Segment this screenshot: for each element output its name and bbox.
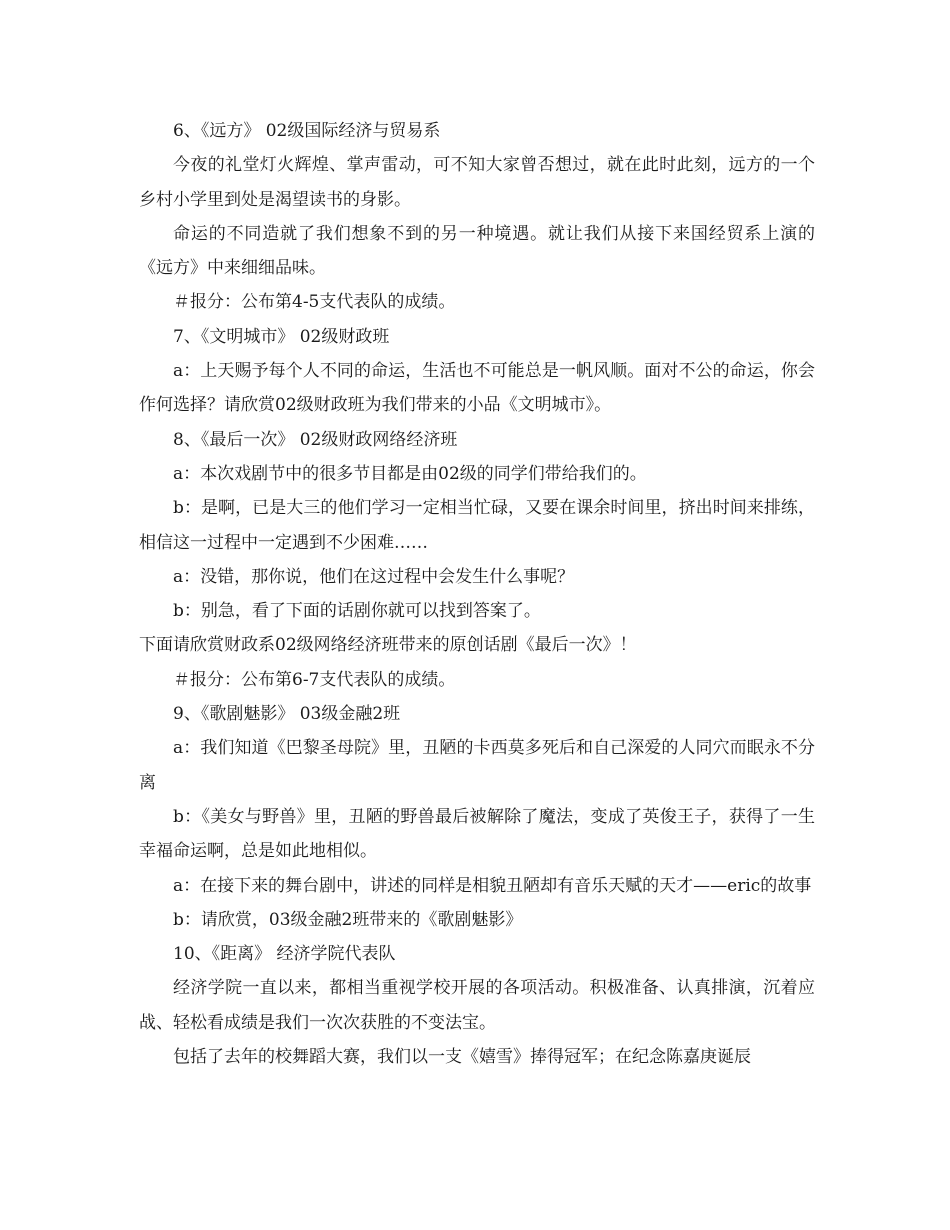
dialogue-line: b：是啊，已是大三的他们学习一定相当忙碌，又要在课余时间里，挤出时间来排练，相信这一过程中一定遇到不少困难……: [139, 498, 815, 553]
paragraph: 经济学院一直以来，都相当重视学校开展的各项活动。积极准备、认真排演，沉着应战、轻松看成绩是我们一次次获胜的不变法宝。: [139, 978, 815, 1033]
paragraph-heading-9: 9、《歌剧魅影》 03级金融2班: [173, 704, 401, 725]
paragraph: 今夜的礼堂灯火辉煌、掌声雷动，可不知大家曾否想过，就在此时此刻，远方的一个乡村小学里到处是渴望读书的身影。: [139, 155, 815, 210]
dialogue-line: b：《美女与野兽》里，丑陋的野兽最后被解除了魔法，变成了英俊王子，获得了一生幸福命运啊，总是如此地相似。: [139, 806, 815, 862]
dialogue-line: b：请欣赏，03级金融2班带来的《歌剧魅影》: [173, 909, 523, 930]
paragraph-heading-8: 8、《最后一次》 02级财政网络经济班: [173, 429, 458, 450]
score-note: ＃报分：公布第4-5支代表队的成绩。: [173, 292, 456, 313]
dialogue-line: b：别急，看了下面的话剧你就可以找到答案了。: [173, 601, 541, 622]
paragraph: 包括了去年的校舞蹈大赛，我们以一支《嬉雪》捧得冠军；在纪念陈嘉庚诞辰: [173, 1047, 751, 1068]
dialogue-line: a：没错，那你说，他们在这过程中会发生什么事呢？: [173, 566, 575, 587]
paragraph: 命运的不同造就了我们想象不到的另一种境遇。就让我们从接下来国经贸系上演的《远方》中来细细品味。: [139, 223, 815, 279]
dialogue-line: a：我们知道《巴黎圣母院》里，丑陋的卡西莫多死后和自己深爱的人同穴而眠永不分离: [139, 738, 815, 793]
dialogue-line: a：上天赐予每个人不同的命运，生活也不可能总是一帆风顺。面对不公的命运，你会作何选择？请欣赏02级财政班为我们带来的小品《文明城市》。: [139, 361, 815, 416]
score-note: ＃报分：公布第6-7支代表队的成绩。: [173, 669, 456, 690]
paragraph-heading-7: 7、《文明城市》 02级财政班: [173, 326, 390, 347]
paragraph-heading-10: 10、《距离》 经济学院代表队: [173, 944, 396, 965]
paragraph-heading-6: 6、《远方》 02级国际经济与贸易系: [173, 121, 441, 141]
dialogue-line: a：在接下来的舞台剧中，讲述的同样是相貌丑陋却有音乐天赋的天才——eric的故事: [173, 875, 812, 896]
dialogue-line: a：本次戏剧节中的很多节目都是由02级的同学们带给我们的。: [173, 463, 647, 484]
document-body: [139, 114, 815, 1074]
paragraph: 下面请欣赏财政系02级网络经济班带来的原创话剧《最后一次》！: [139, 635, 637, 656]
